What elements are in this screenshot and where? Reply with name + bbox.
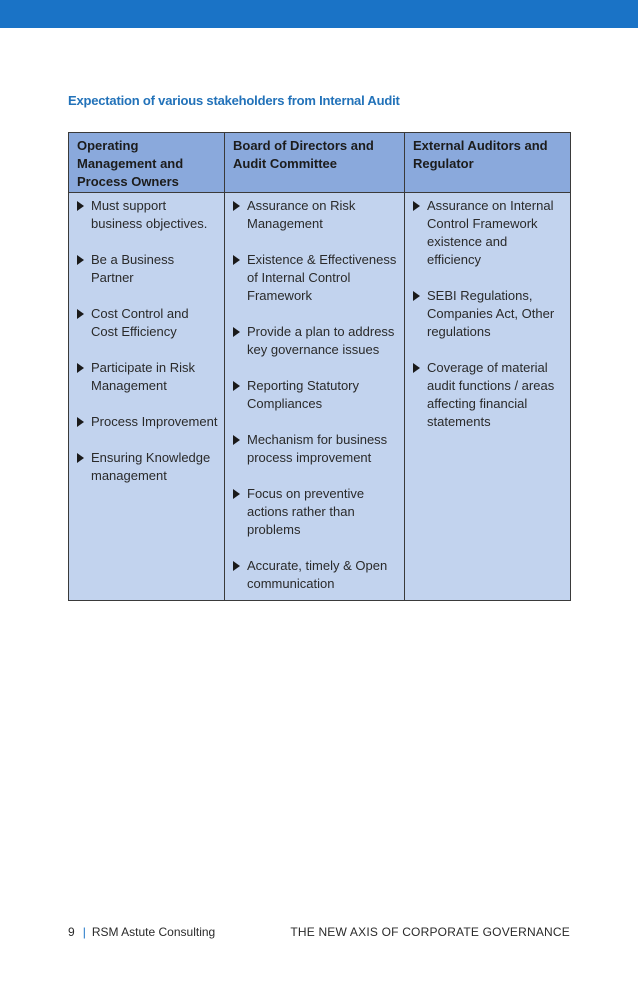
bullet-arrow-icon bbox=[413, 363, 420, 373]
stakeholder-expectations-table bbox=[68, 132, 571, 601]
footer-company-name: RSM Astute Consulting bbox=[91, 925, 216, 939]
list-item bbox=[233, 197, 398, 233]
bullet-arrow-icon bbox=[233, 489, 240, 499]
list-item bbox=[233, 431, 398, 467]
bullet-arrow-icon bbox=[77, 453, 84, 463]
list-item bbox=[77, 413, 218, 431]
bullet-arrow-icon bbox=[77, 201, 84, 211]
list-item bbox=[233, 251, 398, 305]
bullet-arrow-icon bbox=[233, 381, 240, 391]
list-item-text: Assurance on Risk Management bbox=[247, 198, 356, 231]
column-external-auditors bbox=[405, 193, 571, 601]
bullet-arrow-icon bbox=[233, 327, 240, 337]
header-board-of-directors: Board of Directors and Audit Committee bbox=[225, 133, 405, 193]
list-item bbox=[233, 557, 398, 593]
list-item bbox=[413, 359, 564, 431]
list-item bbox=[77, 305, 218, 341]
bullet-arrow-icon bbox=[233, 255, 240, 265]
list-item-text: Ensuring Knowledge management bbox=[91, 450, 211, 483]
bullet-arrow-icon bbox=[233, 561, 240, 571]
bullet-list bbox=[413, 197, 564, 431]
section-title: Expectation of various stakeholders from Internal Audit bbox=[68, 93, 400, 108]
bullet-arrow-icon bbox=[233, 201, 240, 211]
bullet-arrow-icon bbox=[77, 363, 84, 373]
list-item-text: Be a Business Partner bbox=[91, 252, 175, 285]
bullet-arrow-icon bbox=[77, 417, 84, 427]
list-item-text: Provide a plan to address key governance issues bbox=[247, 324, 395, 357]
bullet-list bbox=[77, 197, 218, 485]
list-item-text: Accurate, timely & Open communication bbox=[247, 558, 388, 591]
bullet-arrow-icon bbox=[413, 291, 420, 301]
list-item-text: Coverage of material audit functions / areas affecting financial statements bbox=[427, 360, 555, 429]
bullet-list bbox=[233, 197, 398, 593]
list-item-text: Process Improvement bbox=[91, 414, 218, 429]
header-operating-management: Operating Management and Process Owners bbox=[69, 133, 225, 193]
list-item bbox=[233, 377, 398, 413]
list-item bbox=[77, 197, 218, 233]
list-item bbox=[413, 197, 564, 269]
list-item bbox=[77, 251, 218, 287]
top-color-band bbox=[0, 0, 638, 28]
header-external-auditors: External Auditors and Regulator bbox=[405, 133, 571, 193]
table-header-row bbox=[69, 133, 571, 193]
list-item bbox=[77, 449, 218, 485]
list-item bbox=[233, 323, 398, 359]
list-item-text: Mechanism for business process improvement bbox=[247, 432, 388, 465]
bullet-arrow-icon bbox=[77, 255, 84, 265]
footer-left bbox=[68, 925, 215, 939]
table-body-row bbox=[69, 193, 571, 601]
bullet-arrow-icon bbox=[77, 309, 84, 319]
list-item-text: SEBI Regulations, Companies Act, Other regulations bbox=[427, 288, 555, 339]
column-board-of-directors bbox=[225, 193, 405, 601]
list-item-text: Existence & Effectiveness of Internal Control Framework bbox=[247, 252, 397, 303]
page-number: 9 bbox=[68, 925, 75, 939]
list-item-text: Focus on preventive actions rather than problems bbox=[247, 486, 365, 537]
column-operating-management bbox=[69, 193, 225, 601]
footer-separator: | bbox=[82, 925, 86, 939]
list-item-text: Cost Control and Cost Efficiency bbox=[91, 306, 189, 339]
bullet-arrow-icon bbox=[233, 435, 240, 445]
list-item-text: Must support business objectives. bbox=[91, 198, 208, 231]
list-item-text: Reporting Statutory Compliances bbox=[247, 378, 360, 411]
list-item-text: Assurance on Internal Control Framework existence and efficiency bbox=[427, 198, 554, 267]
list-item bbox=[77, 359, 218, 395]
bullet-arrow-icon bbox=[413, 201, 420, 211]
list-item-text: Participate in Risk Management bbox=[91, 360, 196, 393]
list-item bbox=[233, 485, 398, 539]
footer-publication-title: THE NEW AXIS OF CORPORATE GOVERNANCE bbox=[290, 925, 570, 939]
list-item bbox=[413, 287, 564, 341]
